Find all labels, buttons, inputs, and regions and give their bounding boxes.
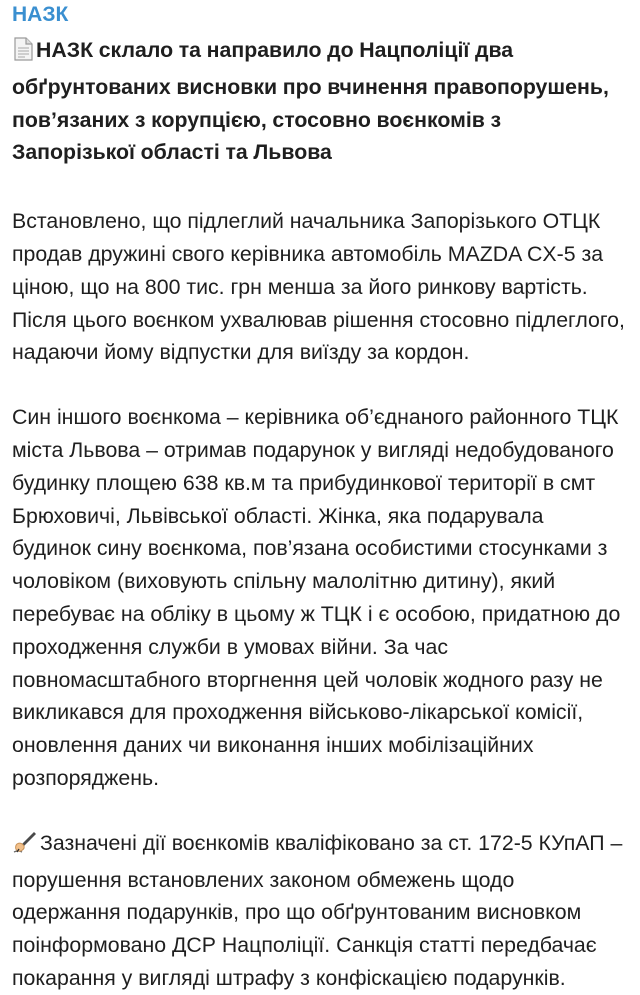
channel-name[interactable]: НАЗК <box>12 3 69 26</box>
post-title-text: НАЗК склало та направило до Нацполіції два обґрунтованих висновки про вчинення правопорушень, пов’язаних з корупцією, стосовно воєнкомів з Запорізької області та Львова <box>12 38 609 165</box>
post-paragraph-1: Встановлено, що підлеглий начальника Запорізького ОТЦК продав дружині свого керівника автомобіль MAZDA CX-5 за ціною, що на 800 тис. грн менша за його ринкову вартість. Після цього воєнком ухвалював рішення стосовно підлеглого, надаючи йому відпустки для виїзду за кордон. <box>12 209 625 365</box>
post-paragraph-3-text: Зазначені дії воєнкомів кваліфіковано за ст. 172-5 КУпАП – порушення встановлених законом обмежень щодо одержання подарунків, про що обґрунтованим висновком поінформовано ДСР Нацполіції. Санкція статті передбачає покарання у вигляді штрафу з конфіскацією подарунків. <box>12 830 623 990</box>
writing-hand-icon <box>12 830 38 864</box>
post-paragraph-2: Син іншого воєнкома – керівника об’єднаного районного ТЦК міста Львова – отримав подарунок у вигляді недобудованого будинку площею 638 кв.м та прибудинкової території в смт Брюховичі, Львівської області. Жінка, яка подарувала будинок сину воєнкома, пов’язана особистими стосунками з чоловіком (виховують спільну малолітню дитину), який перебуває на обліку в цьому ж ТЦК і є особою, придатною до проходження служби в умовах війни. За час повномасштабного вторгнення цей чоловік жодного разу не викликався для проходження військово-лікарської комісії, оновлення даних чи виконання інших мобілізаційних розпоряджень. <box>12 405 621 790</box>
post-paragraph-3 <box>12 827 628 995</box>
page-facing-up-icon <box>12 37 34 71</box>
post-title <box>12 34 628 169</box>
